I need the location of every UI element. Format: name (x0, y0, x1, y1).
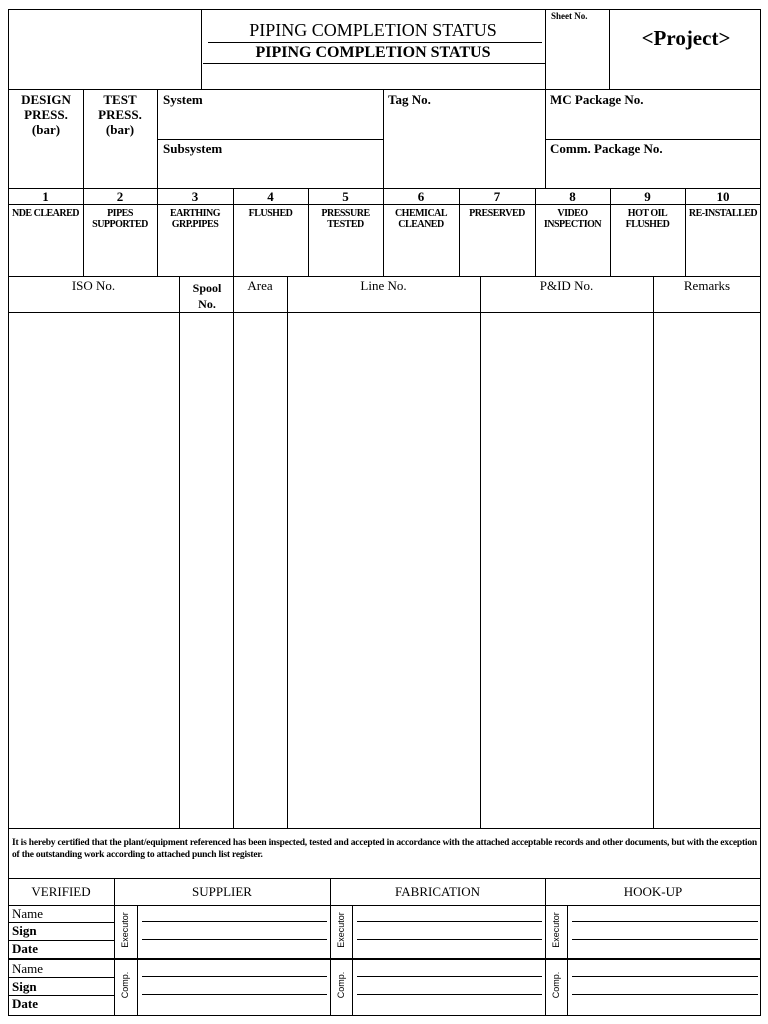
comm-package-label: Comm. Package No. (550, 141, 663, 156)
step-number-4: 4 (267, 189, 274, 204)
col-area: Area (247, 278, 273, 293)
fabrication-executor-label: Executor (336, 912, 346, 948)
certification-text: It is hereby certified that the plant/equipment referenced has been inspected, tested and accepted in accordance with the attached acceptable records and other documents, but with the exception of the outstanding work according to attached punch list register. (12, 838, 757, 860)
step-label-3: EARTHING GRP.PIPES (169, 208, 221, 230)
col-pid-no: P&ID No. (539, 278, 594, 293)
executor-date-label: Date (12, 941, 38, 956)
supplier-header: SUPPLIER (192, 884, 252, 899)
comp-sign-label: Sign (12, 979, 37, 994)
fabrication-comp-label: Comp. (336, 971, 346, 999)
step-label-8: VIDEO INSPECTION (543, 208, 602, 230)
step-label-2: PIPES SUPPORTED (92, 208, 148, 230)
project-name: <Project> (641, 26, 731, 50)
step-label-9: HOT OIL FLUSHED (625, 208, 670, 230)
system-label: System (163, 92, 203, 107)
step-number-9: 9 (644, 189, 651, 204)
step-label-10: RE-INSTALLED (688, 208, 758, 219)
hookup-comp-label: Comp. (551, 971, 561, 999)
step-label-6: CHEMICAL CLEANED (394, 208, 448, 230)
supplier-executor-label: Executor (120, 912, 130, 948)
col-line-no: Line No. (360, 278, 407, 293)
supplier-comp-label: Comp. (120, 971, 130, 999)
comp-name-label: Name (12, 961, 44, 976)
step-label-5: PRESSURE TESTED (321, 208, 370, 230)
tag-no-label: Tag No. (388, 92, 431, 107)
step-number-8: 8 (569, 189, 576, 204)
step-label-1: NDE CLEARED (11, 208, 79, 219)
title-top: PIPING COMPLETION STATUS (249, 20, 497, 40)
subsystem-label: Subsystem (163, 141, 223, 156)
step-number-10: 10 (716, 189, 730, 204)
mc-package-label: MC Package No. (550, 92, 644, 107)
step-number-3: 3 (191, 189, 199, 204)
step-number-1: 1 (42, 189, 49, 204)
step-label-7: PRESERVED (469, 208, 525, 219)
step-number-6: 6 (417, 189, 425, 204)
test-press-label: TEST PRESS. (bar) (98, 92, 142, 137)
verified-header: VERIFIED (31, 884, 91, 899)
executor-name-label: Name (12, 906, 44, 921)
form-frame (8, 9, 761, 1016)
executor-sign-label: Sign (12, 923, 37, 938)
title-bottom: PIPING COMPLETION STATUS (255, 44, 491, 61)
sheet-no-label: Sheet No. (551, 11, 588, 21)
col-spool-no: Spool No. (192, 281, 222, 311)
step-number-2: 2 (116, 189, 124, 204)
col-remarks: Remarks (683, 278, 731, 293)
design-press-label: DESIGN PRESS. (bar) (21, 92, 71, 137)
step-number-5: 5 (342, 189, 349, 204)
fabrication-header: FABRICATION (395, 884, 480, 899)
step-label-4: FLUSHED (248, 208, 293, 219)
hookup-executor-label: Executor (551, 912, 561, 948)
step-number-7: 7 (493, 189, 501, 204)
hookup-header: HOOK-UP (623, 884, 683, 899)
comp-date-label: Date (12, 996, 38, 1011)
col-iso-no: ISO No. (71, 278, 116, 293)
